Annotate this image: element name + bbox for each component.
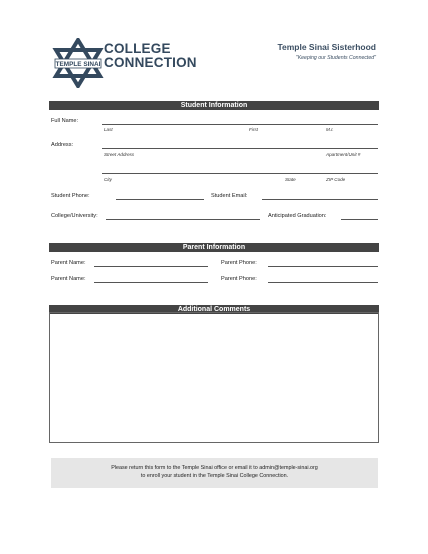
student-email-input[interactable]	[262, 193, 378, 200]
logo-wordmark	[104, 42, 197, 70]
footer-line-1: Please return this form to the Temple Sinai office or email it to admin@temple-sinai.org	[111, 465, 318, 471]
state-caption: State	[285, 177, 296, 182]
apartment-caption: Apartment/Unit #	[326, 152, 361, 157]
graduation-input[interactable]	[341, 213, 378, 220]
student-phone-input[interactable]	[116, 193, 204, 200]
logo-line-1: COLLEGE	[104, 41, 171, 56]
parent-name-input-2[interactable]	[94, 276, 208, 283]
city-state-zip-input[interactable]	[102, 167, 378, 174]
zip-caption: ZIP Code	[326, 177, 346, 182]
college-input[interactable]	[106, 213, 260, 220]
footer-note	[51, 458, 378, 488]
logo-line-2: CONNECTION	[104, 55, 197, 70]
brand-tagline: "Keeping our Students Connected"	[295, 55, 376, 61]
street-address-caption: Street Address	[104, 152, 135, 157]
graduation-label: Anticipated Graduation:	[268, 213, 327, 219]
full-name-label: Full Name:	[51, 118, 79, 124]
footer-line-2: to enroll your student in the Temple Sinai College Connection.	[140, 473, 289, 479]
college-label: College/University:	[51, 213, 98, 219]
city-caption: City	[104, 177, 112, 182]
last-name-caption: Last	[104, 127, 113, 132]
middle-initial-caption: M.I.	[326, 127, 334, 132]
logo-seal-text: TEMPLE SINAI	[55, 61, 101, 68]
parent-phone-input-2[interactable]	[268, 276, 378, 283]
student-phone-label: Student Phone:	[51, 193, 90, 199]
address-label: Address:	[51, 142, 74, 148]
student-email-label: Student Email:	[211, 193, 248, 199]
parent-phone-input-1[interactable]	[268, 260, 378, 267]
parent-phone-label-2: Parent Phone:	[221, 276, 257, 282]
full-name-input[interactable]	[102, 118, 378, 125]
parent-name-label-2: Parent Name:	[51, 276, 86, 282]
brand-block	[277, 42, 376, 61]
first-name-caption: First	[249, 127, 258, 132]
comments-textarea[interactable]	[49, 312, 379, 443]
comments-header: Additional Comments	[49, 305, 379, 314]
parent-name-input-1[interactable]	[94, 260, 208, 267]
star-of-david-logo-icon	[52, 38, 104, 88]
brand-title: Temple Sinai Sisterhood	[277, 42, 376, 52]
parent-name-label-1: Parent Name:	[51, 260, 86, 266]
parent-phone-label-1: Parent Phone:	[221, 260, 257, 266]
street-address-input[interactable]	[102, 142, 378, 149]
parent-info-header: Parent Information	[49, 243, 379, 252]
student-info-header: Student Information	[49, 101, 379, 110]
